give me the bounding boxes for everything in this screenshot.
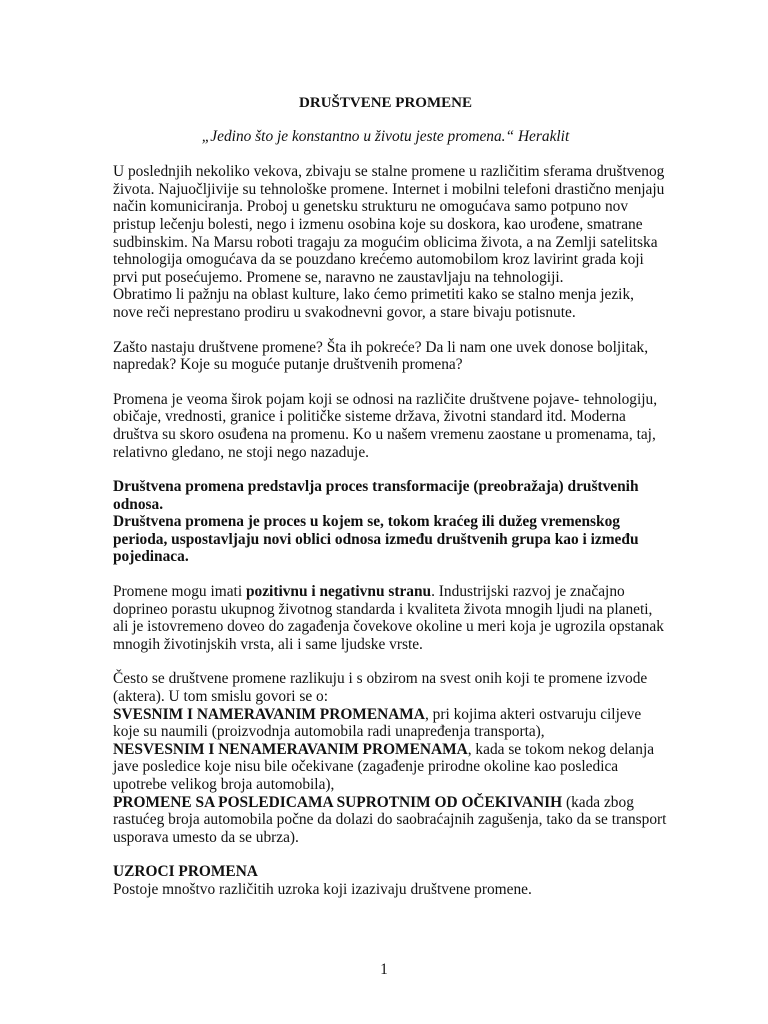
text-line: koje su naumili (proizvodnja automobila radi unapređenja transporta), [113,723,545,741]
text-line: U poslednjih nekoliko vekova, zbivaju se stalne promene u različitim sferama društvenog [113,163,665,181]
epigraph-quote: „Jedino što je konstantno u životu jeste promena.“ Heraklit [201,127,570,145]
text-line: društva su skoro osuđena na promenu. Ko u našem vremenu zaostane u promenama, taj, [113,425,656,443]
section-heading: UZROCI PROMENA [113,863,258,881]
text-line: mnogih životinjskih vrsta, ali i same ljudske vrste. [113,635,423,653]
text-line: relativno gledano, ne stoji nego nazaduje. [113,443,369,461]
document-page [113,95,667,899]
text-line: Promena je veoma širok pojam koji se odnosi na različite društvene pojave- tehnologiju, [113,390,658,408]
document-title: DRUŠTVENE PROMENE [299,95,472,111]
text-line: tehnologija omogućava da se pouzdano krećemo automobilom kroz lavirint grada koji [113,251,644,269]
text-line: sudbinskim. Na Marsu roboti tragaju za mogućim oblicima života, a na Zemlji satelitska [113,233,658,251]
definition-bold [113,478,658,566]
text-line: Društvena promena predstavlja proces transformacije (preobražaja) društvenih [113,478,639,496]
text-line: način komuniciranja. Proboj u genetsku strukturu ne omogućava samo potpuno nov [113,198,629,216]
paragraph-definition-intro [113,391,658,461]
text-line: odnosa. [113,495,164,513]
text-line [113,794,658,812]
text-line: rastućeg broja automobila počne da dolazi do saobraćajnih zagušenja, tako da se transport [113,811,667,829]
section-causes [113,863,658,898]
text-line: doprineo porastu ukupnog životnog standarda i kvaliteta života mnogih ljudi na planeti, [113,600,653,618]
text-line: običaje, vrednosti, granice i političke sisteme država, životni standard itd. Moderna [113,408,626,426]
text-line: Često se društvene promene razlikuju i s obzirom na svest onih koji te promene izvode [113,670,648,688]
text-line [113,741,658,759]
text-line: prvi put posećujemo. Promene se, naravno ne zaustavljaju na tehnologiji. [113,268,564,286]
term-opposite: PROMENE SA POSLEDICAMA SUPROTNIM OD OČEKIVANIH [113,793,563,811]
text-line: pristup lečenju bolesti, nego i izmenu osobina koje su doskora, kao urođene, smatrane [113,215,643,233]
text-run: , pri kojima akteri ostvaruju ciljeve [424,705,642,723]
text-run: , kada se tokom nekog delanja [467,740,655,758]
text-line: nove reči neprestano prodiru u svakodnevni govor, a stare bivaju potisnute. [113,303,576,321]
emphasis-text: pozitivnu i negativnu stranu [245,583,432,601]
text-line: napredak? Koje su moguće putanje društvenih promena? [113,356,463,374]
text-line: usporava umesto da se ubrza). [113,828,299,846]
text-line: jave posledice koje nisu bile očekivane (zagađenje prirodne okoline kao posledica [113,758,619,776]
text-line: života. Najuočljivije su tehnološke promene. Internet i mobilni telefoni drastično menjaju [113,180,665,198]
text-line: perioda, uspostavljaju novi oblici odnosa između društvenih grupa kao i između [113,530,639,548]
text-line [113,706,658,724]
paragraph-questions [113,339,658,374]
term-conscious: SVESNIM I NAMERAVANIM PROMENAMA [113,705,425,723]
text-line: Obratimo li pažnju na oblast kulture, lako ćemo primetiti kako se stalno menja jezik, [113,286,635,304]
text-line: Zašto nastaju društvene promene? Šta ih pokreće? Da li nam one uvek donose boljitak, [113,338,649,356]
paragraph-sides [113,583,664,653]
text-run: Promene mogu imati [113,583,246,601]
text-line: upotrebe velikog broja automobila), [113,776,335,793]
text-line: (aktera). U tom smislu govori se o: [113,688,329,706]
text-run: (kada zbog [562,793,634,811]
text-line: ali je istovremeno doveo do zagađenja čovekove okoline u meri koja je ugrozila opstanak [113,618,664,636]
term-unconscious: NESVESNIM I NENAMERAVANIM PROMENAMA [113,740,468,758]
paragraph-intro [113,163,665,321]
page-number: 1 [380,961,388,978]
text-line: Društvena promena je proces u kojem se, tokom kraćeg ili dužeg vremenskog [113,513,620,531]
text-run: . Industrijski razvoj je značajno [431,583,625,601]
text-line: pojedinaca. [113,548,189,566]
text-line [113,583,658,601]
text-line: Postoje mnoštvo različitih uzroka koji izazivaju društvene promene. [113,880,532,898]
paragraph-change-types [113,670,667,846]
